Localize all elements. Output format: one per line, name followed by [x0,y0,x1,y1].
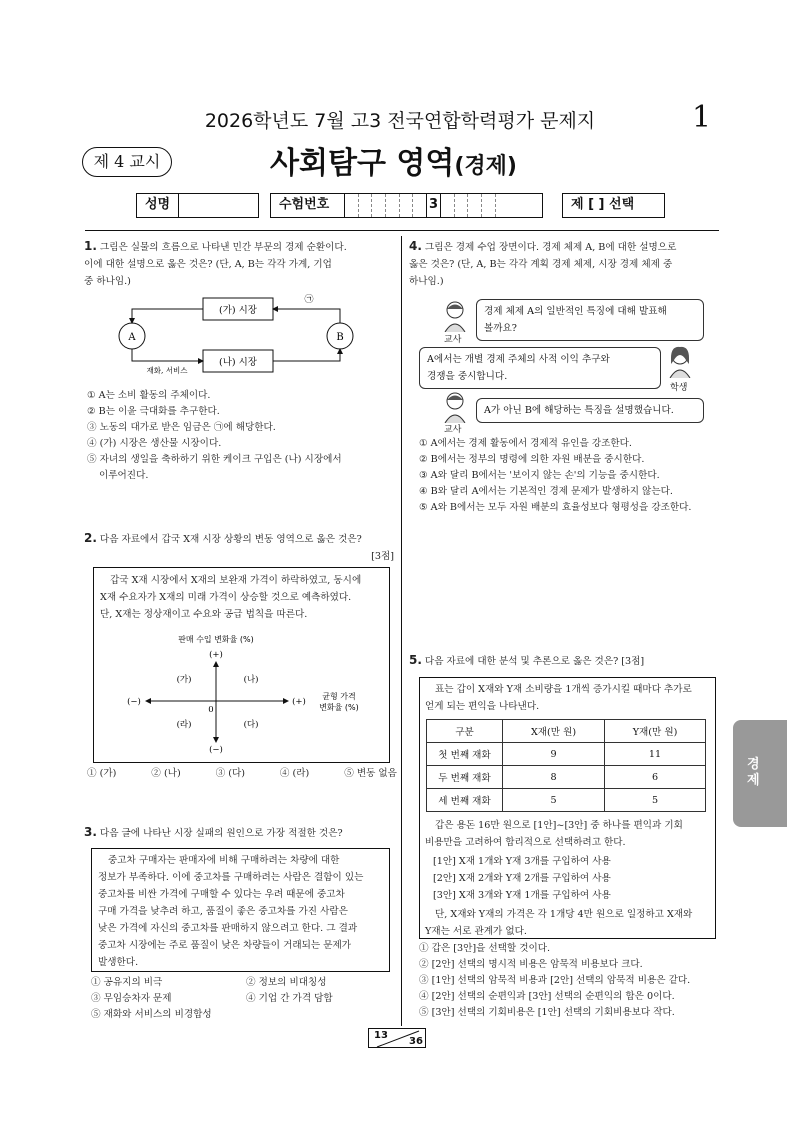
digit-cell [441,194,455,217]
digit-cell-filled: 3 [427,194,441,217]
box-line: Y재는 서로 관계가 없다. [425,926,527,937]
question-number: 5. [409,653,422,667]
x-plus-label: (+) [292,697,306,707]
stem-line: 중 하나임.) [84,276,131,287]
student-label: 학생 [670,383,688,393]
stem-line: 다음 글에 나타난 시장 실패의 원인으로 가장 적절한 것은? [99,828,343,839]
stem-line: 다음 자료에 대한 분석 및 추론으로 옳은 것은? [3점] [424,656,645,667]
bubble-line: 경제 체제 A의 일반적인 특징에 대해 발표해 [484,306,667,317]
table-row [427,789,706,812]
box-line: 비용만을 고려하여 합리적으로 선택하려고 한다. [425,837,626,848]
table-cell: 6 [605,766,706,789]
table-cell: 8 [503,766,605,789]
header-rule [85,230,719,231]
digit-cell [386,194,400,217]
box-line: 중고차 시장에는 주로 품질이 낮은 차량들이 거래되는 문제가 [98,940,352,951]
table-header-row [427,720,706,743]
x-minus-label: (−) [127,697,141,707]
box-line: 얻게 되는 편익을 나타낸다. [425,701,540,712]
flow-arrow [273,349,340,361]
box-text [94,568,389,627]
quadrant-ra: (라) [176,720,192,730]
bubble-line: A에서는 개별 경제 주체의 사적 이익 추구와 [427,354,610,365]
exam-number-field[interactable] [270,193,543,218]
digit-cell [413,194,427,217]
option-3[interactable]: ③ A와 달리 B에서는 '보이지 않는 손'의 기능을 중시한다. [419,470,660,481]
stem-line: 다음 자료에서 갑국 X재 시장 상황의 변동 영역으로 옳은 것은? [99,534,362,545]
question-2-stem [84,530,394,565]
box-line: 중고차 구매자는 판매자에 비해 구매하려는 차량에 대한 [108,855,340,866]
box-line: 정보가 부족하다. 이에 중고차를 구매하려는 사람은 결함이 있는 [98,872,364,883]
option-4[interactable]: ④ 기업 간 가격 담합 [246,993,333,1004]
question-5-box [419,677,716,939]
student-icon [667,346,693,378]
points: [3점] [371,551,394,562]
box-intro [420,678,715,715]
option-1[interactable]: ① A는 소비 활동의 주체이다. [87,390,211,401]
exam-title: 2026학년도 7월 고3 전국연합학력평가 문제지 [204,110,596,132]
option-5[interactable]: ⑤ 재화와 서비스의 비경합성 [91,1009,212,1020]
teacher-label: 교사 [444,425,462,435]
digit-cell [468,194,482,217]
question-4-stem [409,238,721,290]
question-5-stem [409,652,721,670]
tab-char-1: 경 [747,757,760,772]
option-4[interactable]: ④ B와 달리 A에서는 기본적인 경제 문제가 발생하지 않는다. [419,486,673,497]
question-2-options [87,766,397,782]
bubble-line: 볼까요? [484,323,517,334]
page-counter [368,1028,426,1048]
question-1-options [87,388,397,484]
option-2[interactable]: ② 정보의 비대칭성 [246,977,327,988]
table-cell: 세 번째 재화 [427,789,503,812]
node-b-label: B [336,332,344,343]
option-2[interactable]: ② [2안] 선택의 명시적 비용은 암묵적 비용보다 크다. [419,959,643,970]
option-1[interactable]: ① 공유지의 비극 [91,977,163,988]
stem-line: 그림은 경제 수업 장면이다. 경제 체제 A, B에 대한 설명으로 [424,242,677,253]
y-plus-label: (+) [209,650,223,660]
option-4[interactable]: ④ [2안] 선택의 순편익과 [3안] 선택의 순편익의 합은 0이다. [419,991,675,1002]
question-number: 3. [84,825,97,839]
table-row [427,743,706,766]
digit-cell [372,194,386,217]
box-line: 갑은 용돈 16만 원으로 [1안]~[3안] 중 하나를 편익과 기회 [435,820,683,831]
option-4[interactable]: ④ (가) 시장은 생산물 시장이다. [87,438,222,449]
x-axis-title-2: 변화율 (%) [319,703,359,712]
option-4[interactable]: ④ (라) [279,768,310,779]
teacher-bubble-2: A가 아닌 B에 해당하는 특징을 설명했습니다. [476,398,704,423]
table-cell: 5 [503,789,605,812]
box-after [420,812,715,940]
quadrant-ga: (가) [176,675,192,685]
exam-number-label: 수험번호 [271,194,345,217]
y-minus-label: (−) [209,745,223,755]
question-number: 4. [409,239,422,253]
question-number: 2. [84,531,97,545]
table-row [427,766,706,789]
table-cell: 두 번째 재화 [427,766,503,789]
option-2[interactable]: ② (나) [151,768,181,779]
bubble-line: 경쟁을 중시합니다. [427,371,508,382]
choice-label: 제 [ ] 선택 [571,197,635,212]
quadrant-graph [104,630,384,760]
teacher-icon [442,391,468,423]
box-line: 단, X재와 Y재의 가격은 각 1개당 4만 원으로 일정하고 X재와 [435,909,693,920]
current-page: 13 [374,1030,388,1041]
flow-arrow [132,309,203,323]
digit-cell [345,194,359,217]
option-5-cont: 이루어진다. [99,470,149,481]
quadrant-na: (나) [243,675,259,685]
option-1[interactable]: ① 갑은 [3안]을 선택할 것이다. [419,943,551,954]
question-2-box [93,567,390,763]
option-5[interactable]: ⑤ [3안] 선택의 기회비용은 [1안] 선택의 기회비용보다 작다. [419,1007,675,1018]
question-number: 1. [84,239,97,253]
box-line: 표는 갑이 X재와 Y재 소비량을 1개씩 증가시킬 때마다 추가로 [435,684,692,695]
student-bubble [419,347,661,389]
digit-cell [496,194,510,217]
box-line: 낮은 가격에 자신의 중고차를 판매하지 않으려고 한다. 그 결과 [98,923,358,934]
teacher-bubble-1 [476,299,704,341]
digit-cell [400,194,414,217]
table-header: 구분 [427,720,503,743]
subject-title [270,138,517,182]
stem-line: 옳은 것은? (단, A, B는 각각 계획 경제 체제, 시장 경제 체제 중 [409,259,673,270]
stem-line: 하나임.) [409,276,444,287]
name-label: 성명 [137,194,179,217]
benefit-table [426,719,706,812]
tab-char-2: 제 [747,773,760,788]
table-cell: 첫 번째 재화 [427,743,503,766]
column-divider [401,236,402,1026]
table-header: X재(만 원) [503,720,605,743]
flow-label: 재화, 서비스 [146,366,188,375]
stem-line: 이에 대한 설명으로 옳은 것은? (단, A, B는 각각 가계, 기업 [84,259,332,270]
box-line: 갑국 X재 시장에서 X재의 보완재 가격이 하락하였고, 동시에 [110,575,362,586]
table-cell: 5 [605,789,706,812]
total-pages: 36 [409,1036,423,1047]
origin-label: 0 [208,705,214,715]
name-field[interactable] [136,193,259,218]
box-text [92,849,389,974]
question-5-options [419,941,731,1021]
circle-label: ㉠ [304,295,314,305]
option-3[interactable]: ③ 노동의 대가로 받은 임금은 ㉠에 해당한다. [87,422,276,433]
x-axis-title-1: 균형 가격 [322,692,356,701]
quadrant-da: (다) [243,720,259,730]
plan-3: [3안] X재 3개와 Y재 1개를 구입하여 사용 [433,890,611,901]
page-number: 1 [692,100,712,135]
table-header: Y재(만 원) [605,720,706,743]
flow-arrow [273,309,340,323]
choice-field[interactable] [562,193,665,218]
question-1-stem [84,238,394,290]
market-ga-label: (가) 시장 [219,305,257,316]
period-badge: 제 4 교시 [82,147,172,177]
teacher-label: 교사 [444,335,462,345]
option-3[interactable]: ③ 무임승차자 문제 [91,993,172,1004]
question-3-options [91,975,391,1023]
option-2[interactable]: ② B에서는 정부의 명령에 의한 자원 배분을 중시한다. [419,454,645,465]
plan-2: [2안] X재 2개와 Y재 2개를 구입하여 사용 [433,873,611,884]
subject-sub: (경제) [454,154,517,179]
flow-arrow [132,349,203,361]
teacher-icon [442,300,468,332]
box-line: 구매 가격을 낮추려 하고, 품질이 좋은 중고차를 가진 사람은 [98,906,348,917]
market-na-label: (나) 시장 [219,357,257,368]
digit-cell [359,194,373,217]
option-3[interactable]: ③ (다) [215,768,245,779]
option-3[interactable]: ③ [1안] 선택의 암묵적 비용과 [2안] 선택의 암묵적 비용은 같다. [419,975,691,986]
table-cell: 11 [605,743,706,766]
table-cell: 9 [503,743,605,766]
option-2[interactable]: ② B는 이윤 극대화를 추구한다. [87,406,220,417]
box-line: 단, X재는 정상재이고 수요와 공급 법칙을 따른다. [100,609,308,620]
box-line: 중고차를 비싼 가격에 구매할 수 있다는 우려 때문에 중고차 [98,889,345,900]
option-5[interactable]: ⑤ 변동 없음 [344,768,397,779]
y-axis-title: 판매 수입 변화율 (%) [178,635,254,644]
option-5[interactable]: ⑤ A와 B에서는 모두 자원 배분의 효율성보다 형평성을 강조한다. [419,502,692,513]
node-a-label: A [128,332,136,343]
stem-line: 그림은 실물의 흐름으로 나타낸 민간 부문의 경제 순환이다. [99,242,347,253]
circular-flow-diagram [115,290,365,382]
question-3-box [91,848,390,972]
option-1[interactable]: ① (가) [87,768,117,779]
box-line: 발생한다. [98,957,139,968]
box-line: X재 수요자가 X재의 미래 가격이 상승할 것으로 예측하였다. [100,592,352,603]
subject-main: 사회탐구 영역 [270,146,455,181]
plan-1: [1안] X재 1개와 Y재 3개를 구입하여 사용 [433,856,611,867]
question-4-options [419,436,731,516]
subject-side-tab [733,720,787,827]
option-5[interactable]: ⑤ 자녀의 생일을 축하하기 위한 케이크 구입은 (나) 시장에서 [87,454,342,465]
question-3-stem [84,824,394,842]
digit-cell [455,194,469,217]
digit-cell [482,194,496,217]
option-1[interactable]: ① A에서는 경제 활동에서 경제적 유인을 강조한다. [419,438,632,449]
